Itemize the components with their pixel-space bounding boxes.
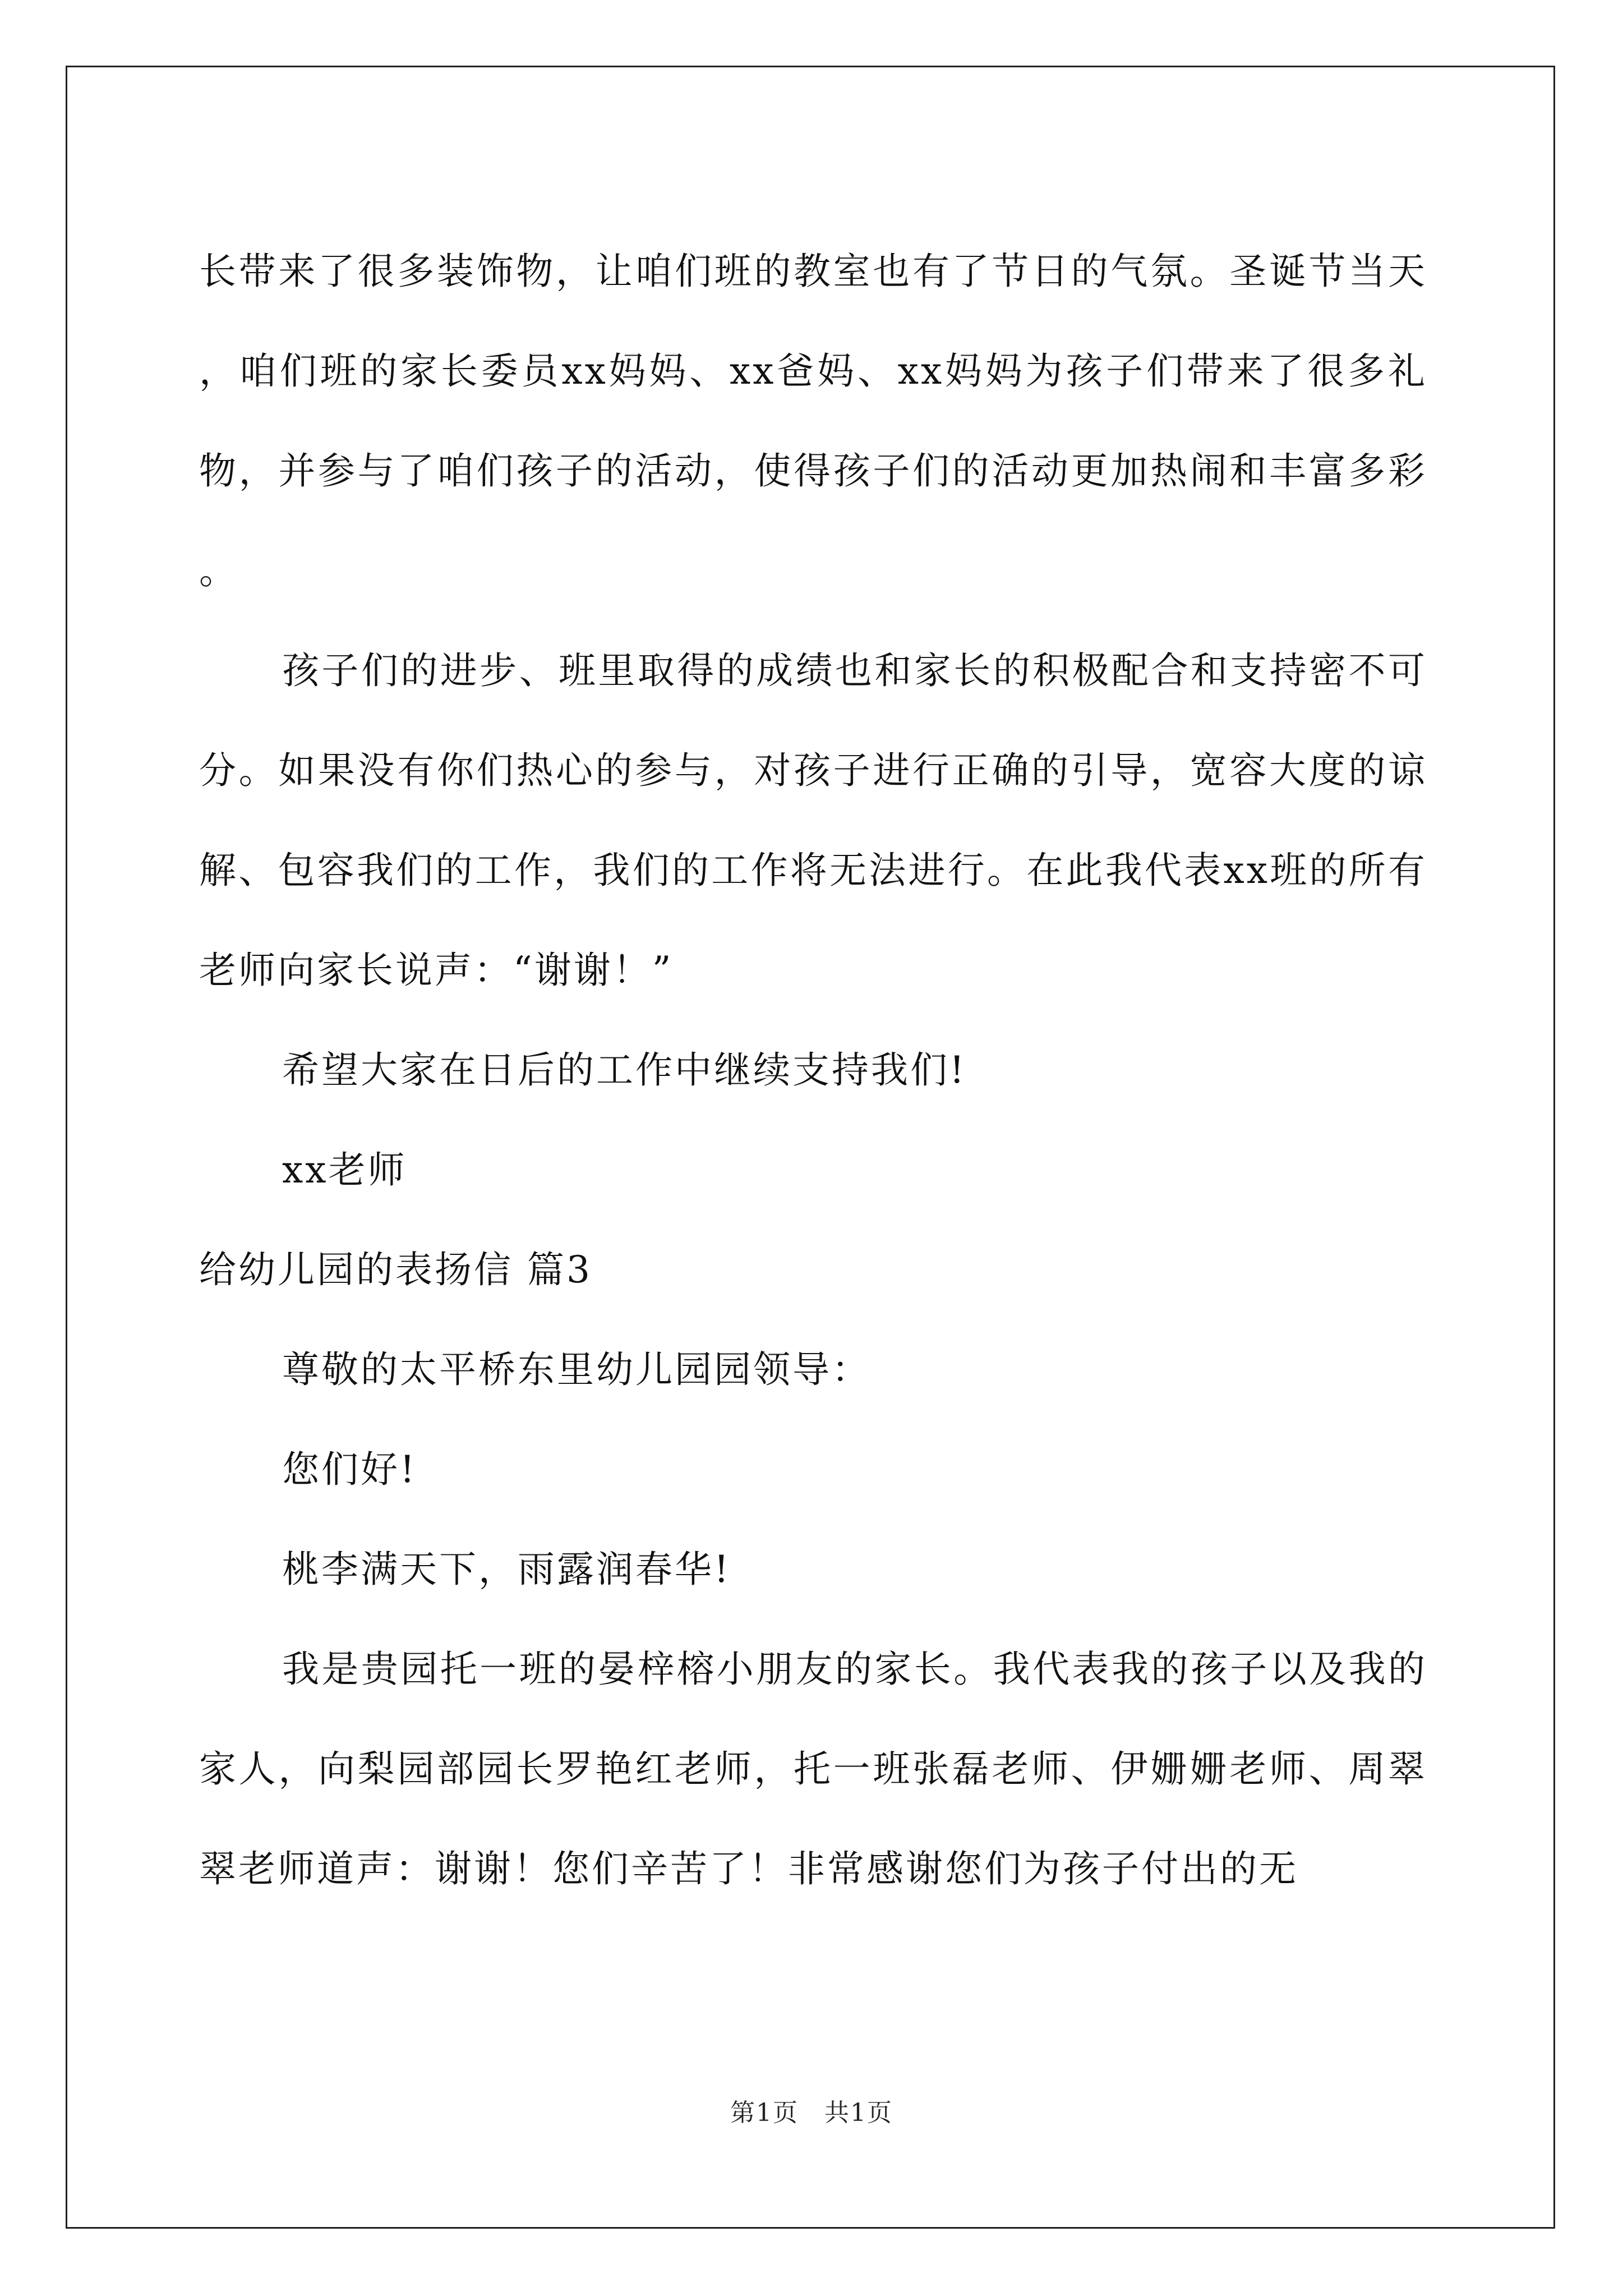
paragraph-3: 希望大家在日后的工作中继续支持我们! <box>282 1048 967 1092</box>
paragraph-opening-line: 桃李满天下，雨露润春华! <box>282 1548 731 1591</box>
document-body <box>199 222 1427 1919</box>
greeting: 您们好! <box>282 1448 417 1491</box>
section-heading: 给幼儿园的表扬信 篇3 <box>199 1248 592 1291</box>
paragraph-2: 孩子们的进步、班里取得的成绩也和家长的积极配合和支持密不可分。如果没有你们热心的参与，对孩子进行正确的引导，宽容大度的谅解、包容我们的工作，我们的工作将无法进行。在此我代表xx班的所有老师向家长说声：“谢谢！” <box>199 649 1427 992</box>
paragraph-body: 我是贵园托一班的晏梓榕小朋友的家长。我代表我的孩子以及我的家人，向梨园部园长罗艳红老师，托一班张磊老师、伊姗姗老师、周翠翠老师道声：谢谢！您们辛苦了！非常感谢您们为孩子付出的无 <box>199 1648 1427 1890</box>
paragraph-1: 长带来了很多装饰物，让咱们班的教室也有了节日的气氛。圣诞节当天，咱们班的家长委员xx妈妈、xx爸妈、xx妈妈为孩子们带来了很多礼物，并参与了咱们孩子的活动，使得孩子们的活动更加热闹和丰富多彩。 <box>199 250 1427 592</box>
salutation: 尊敬的太平桥东里幼儿园园领导： <box>282 1348 871 1391</box>
signature-line: xx老师 <box>282 1148 407 1191</box>
page-number-footer: 第1页 共1页 <box>730 2099 893 2127</box>
